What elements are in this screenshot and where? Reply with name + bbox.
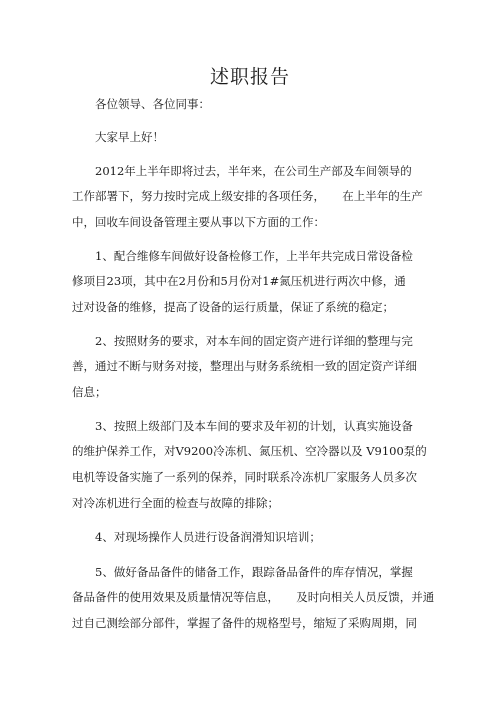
paragraph-line: 的维护保养工作，对V9200冷冻机、氮压机、空冷器以及 V9100泵的 [72,444,427,458]
paragraph-line: 修项目23项，其中在2月份和5月份对1#氮压机进行两次中修，通 [72,274,406,288]
paragraph-line: 善，通过不断与财务对接，整理出与财务系统相一致的固定资产详细 [72,359,417,373]
paragraph-line: 2、按照财务的要求，对本车间的固定资产进行详细的整理与完 [95,334,413,348]
paragraph-line: 1、配合维修车间做好设备检修工作，上半年共完成日常设备检 [95,249,413,263]
paragraph-line: 过自己测绘部分部件，掌握了备件的规格型号，缩短了采购周期，同 [72,616,417,630]
greeting: 大家早上好！ [95,130,164,144]
paragraph-line: 3、按照上级部门及本车间的要求及年初的计划，认真实施设备 [95,419,413,433]
paragraph-line: 备品备件的使用效果及质量情况等信息， 及时向相关人员反馈，并通 [72,590,435,604]
paragraph-line: 对冷冻机进行全面的检查与故障的排除； [72,496,279,510]
paragraph-line: 信息； [72,385,107,399]
paragraph-line: 过对设备的维修，提高了设备的运行质量，保证了系统的稳定； [72,300,394,314]
paragraph-line: 2012年上半年即将过去，半年来，在公司生产部及车间领导的 [95,164,412,178]
paragraph-line: 4、对现场操作人员进行设备润滑知识培训； [95,530,321,544]
document-title: 述职报告 [209,66,290,88]
paragraph-line: 中，回收车间设备管理主要从事以下方面的工作： [72,215,325,229]
paragraph-line: 工作部署下，努力按时完成上级安排的各项任务， 在上半年的生产 [72,189,423,203]
paragraph-line: 5、做好备品备件的储备工作，跟踪备品备件的库存情况，掌握 [95,565,413,579]
salutation: 各位领导、各位同事： [95,97,210,111]
paragraph-line: 电机等设备实施了一系列的保养，同时联系冷冻机厂家服务人员多次 [72,470,417,484]
